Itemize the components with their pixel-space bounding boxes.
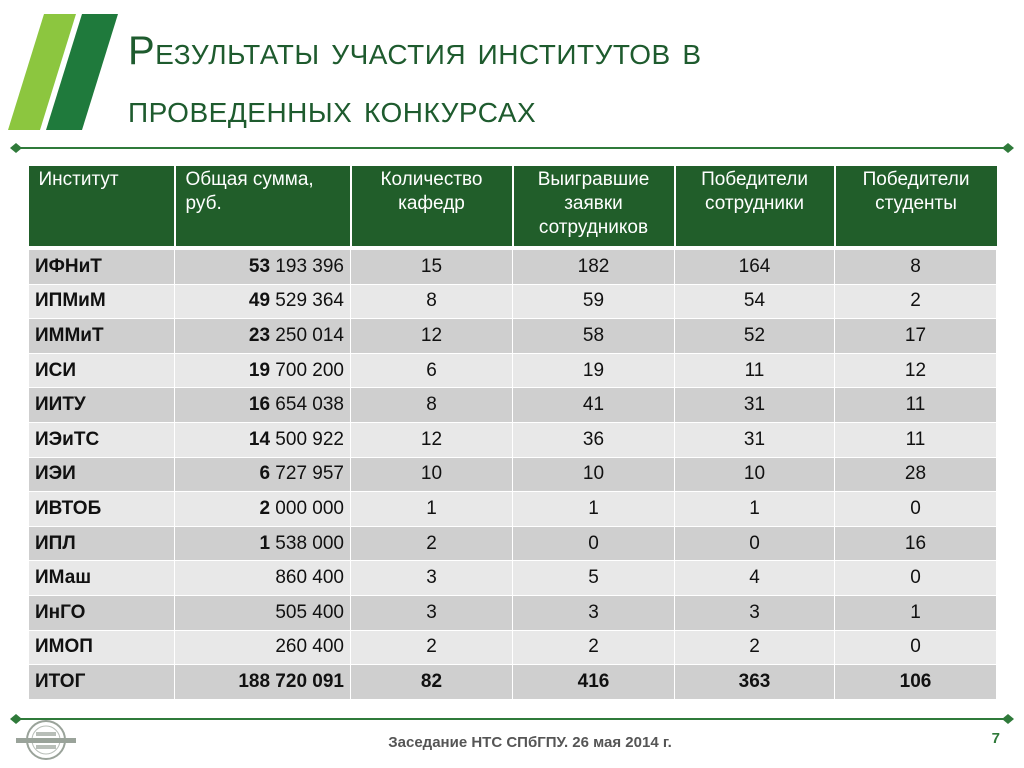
header-institute: Институт — [29, 166, 175, 248]
cell-winning-applications: 41 — [513, 388, 675, 423]
sum-millions: 23 — [248, 324, 271, 346]
cell-institute: ИЭиТС — [29, 422, 175, 457]
sum-remainder: 193 396 — [270, 255, 344, 277]
cell-winners-staff: 2 — [675, 630, 835, 665]
cell-winners-staff: 10 — [675, 457, 835, 492]
sum-remainder: 538 000 — [270, 532, 344, 554]
cell-total-sum — [175, 561, 351, 596]
cell-institute: ИИТУ — [29, 388, 175, 423]
cell-departments: 1 — [351, 492, 513, 527]
cell-winners-staff: 11 — [675, 353, 835, 388]
cell-winning-applications: 59 — [513, 284, 675, 319]
cell-total-winners-staff: 363 — [675, 665, 835, 700]
cell-departments: 15 — [351, 248, 513, 284]
sum-remainder: 700 200 — [270, 359, 344, 381]
cell-winning-applications: 2 — [513, 630, 675, 665]
cell-winning-applications: 182 — [513, 248, 675, 284]
cell-institute: ИПЛ — [29, 526, 175, 561]
cell-winners-staff: 31 — [675, 388, 835, 423]
sum-remainder: 860 400 — [275, 567, 344, 589]
cell-total-sum — [175, 353, 351, 388]
cell-winners-students: 11 — [835, 388, 997, 423]
cell-institute: ИВТОБ — [29, 492, 175, 527]
cell-total-applications: 416 — [513, 665, 675, 700]
title-divider — [10, 141, 1014, 155]
cell-total-sum — [175, 457, 351, 492]
cell-total-sum — [175, 248, 351, 284]
cell-winners-students: 1 — [835, 595, 997, 630]
cell-winning-applications: 36 — [513, 422, 675, 457]
sum-millions: 1 — [259, 532, 271, 554]
cell-departments: 6 — [351, 353, 513, 388]
sum-remainder: 529 364 — [270, 290, 344, 312]
sum-remainder: 250 014 — [270, 324, 344, 346]
cell-winners-staff: 31 — [675, 422, 835, 457]
cell-winners-staff: 54 — [675, 284, 835, 319]
header-winners-staff: Победители сотрудники — [675, 166, 835, 248]
cell-total-sum: 188 720 091 — [175, 665, 351, 700]
cell-winners-students: 0 — [835, 630, 997, 665]
results-table — [28, 166, 997, 700]
cell-institute: ИнГО — [29, 595, 175, 630]
table-header-row — [29, 166, 997, 248]
sum-millions: 19 — [248, 359, 271, 381]
cell-winners-staff: 164 — [675, 248, 835, 284]
cell-winners-students: 0 — [835, 561, 997, 596]
cell-winners-students: 17 — [835, 319, 997, 354]
cell-winners-students: 2 — [835, 284, 997, 319]
cell-winners-students: 0 — [835, 492, 997, 527]
table-row — [29, 492, 997, 527]
table-row — [29, 457, 997, 492]
cell-total-sum — [175, 526, 351, 561]
table-row — [29, 284, 997, 319]
sum-millions: 53 — [248, 255, 271, 277]
cell-institute: ИЭИ — [29, 457, 175, 492]
cell-departments: 12 — [351, 422, 513, 457]
table-row — [29, 561, 997, 596]
sum-remainder: 000 000 — [270, 497, 344, 519]
cell-institute: ИСИ — [29, 353, 175, 388]
sum-remainder: 505 400 — [275, 601, 344, 623]
table-row — [29, 630, 997, 665]
cell-winning-applications: 0 — [513, 526, 675, 561]
university-emblem-icon — [14, 712, 78, 762]
cell-institute: ИФНиТ — [29, 248, 175, 284]
header-departments: Количество кафедр — [351, 166, 513, 248]
table-row — [29, 595, 997, 630]
header-total-sum: Общая сумма, руб. — [175, 166, 351, 248]
cell-total-sum — [175, 492, 351, 527]
sum-remainder: 727 957 — [270, 463, 344, 485]
cell-winners-students: 8 — [835, 248, 997, 284]
cell-departments: 10 — [351, 457, 513, 492]
cell-winners-staff: 1 — [675, 492, 835, 527]
sum-millions: 49 — [248, 290, 271, 312]
corner-stripes-decoration — [0, 0, 130, 135]
table-row — [29, 388, 997, 423]
sum-millions: 14 — [248, 428, 271, 450]
cell-total-winners-students: 106 — [835, 665, 997, 700]
cell-winning-applications: 3 — [513, 595, 675, 630]
table-total-row — [29, 665, 997, 700]
title-line-1: Результаты участия институтов в — [128, 29, 702, 73]
cell-departments: 3 — [351, 595, 513, 630]
sum-remainder: 500 922 — [270, 428, 344, 450]
cell-winners-staff: 0 — [675, 526, 835, 561]
cell-winning-applications: 19 — [513, 353, 675, 388]
table-row — [29, 319, 997, 354]
cell-total-label: ИТОГ — [29, 665, 175, 700]
cell-departments: 12 — [351, 319, 513, 354]
cell-departments: 8 — [351, 284, 513, 319]
cell-total-sum — [175, 319, 351, 354]
cell-total-sum — [175, 422, 351, 457]
cell-total-sum — [175, 630, 351, 665]
sum-millions: 2 — [259, 497, 271, 519]
header-winning-applications: Выигравшие заявки сотрудников — [513, 166, 675, 248]
sum-millions: 16 — [248, 394, 271, 416]
header-winners-students: Победители студенты — [835, 166, 997, 248]
sum-remainder: 654 038 — [270, 394, 344, 416]
cell-winning-applications: 10 — [513, 457, 675, 492]
table-row — [29, 422, 997, 457]
table-body — [29, 248, 997, 699]
table-row — [29, 526, 997, 561]
cell-total-sum — [175, 284, 351, 319]
cell-winners-staff: 52 — [675, 319, 835, 354]
cell-winners-students: 12 — [835, 353, 997, 388]
cell-winning-applications: 58 — [513, 319, 675, 354]
cell-departments: 3 — [351, 561, 513, 596]
cell-institute: ИМОП — [29, 630, 175, 665]
sum-remainder: 260 400 — [275, 636, 344, 658]
table-row — [29, 353, 997, 388]
footer-text: Заседание НТС СПбГПУ. 26 мая 2014 г. — [388, 734, 672, 751]
sum-millions: 6 — [259, 463, 271, 485]
footer-divider — [10, 712, 1014, 726]
cell-departments: 2 — [351, 526, 513, 561]
page-number: 7 — [991, 730, 1000, 747]
cell-institute: ИММиТ — [29, 319, 175, 354]
slide-title — [128, 22, 1008, 138]
cell-departments: 8 — [351, 388, 513, 423]
cell-total-sum — [175, 388, 351, 423]
cell-winners-students: 28 — [835, 457, 997, 492]
cell-departments: 2 — [351, 630, 513, 665]
title-line-2: проведенных конкурсах — [128, 87, 537, 131]
table-row — [29, 248, 997, 284]
cell-total-departments: 82 — [351, 665, 513, 700]
cell-total-sum — [175, 595, 351, 630]
cell-winners-staff: 3 — [675, 595, 835, 630]
cell-winning-applications: 5 — [513, 561, 675, 596]
cell-institute: ИПМиМ — [29, 284, 175, 319]
cell-winners-staff: 4 — [675, 561, 835, 596]
cell-winners-students: 16 — [835, 526, 997, 561]
cell-winning-applications: 1 — [513, 492, 675, 527]
cell-institute: ИМаш — [29, 561, 175, 596]
cell-winners-students: 11 — [835, 422, 997, 457]
